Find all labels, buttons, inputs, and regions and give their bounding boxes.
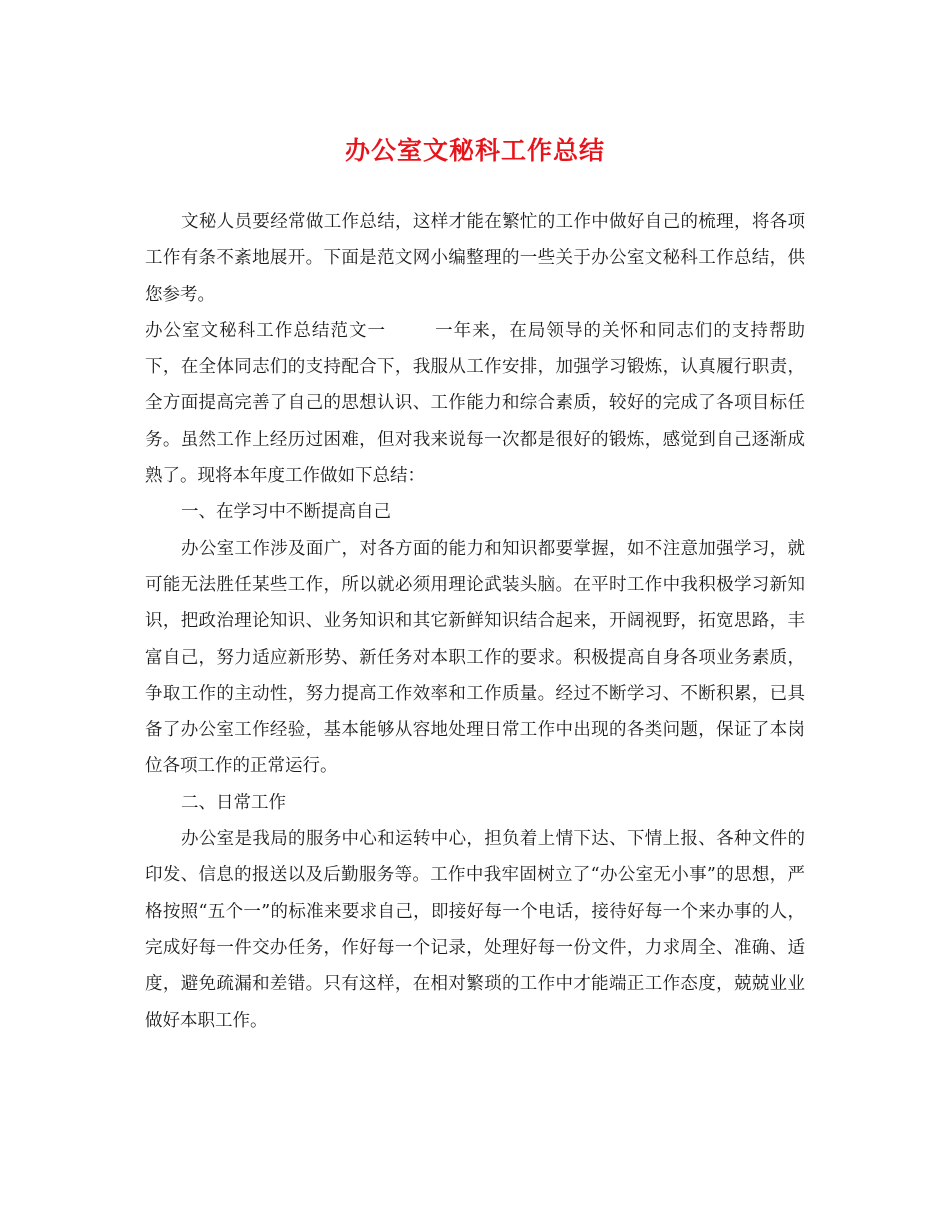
sample-lead-text: 一年来，在局领导的关怀和同志们的支持帮助下，在全体同志们的支持配合下，我服从工作安排，加强学习锻炼，认真履行职责，全方面提高完善了自己的思想认识、工作能力和综合素质，较好的完成了各项目标任务。虽然工作上经历过困难，但对我来说每一次都是很好的锻炼，感觉到自己逐渐成熟了。现将本年度工作做如下总结： (145, 320, 806, 487)
document-body (145, 204, 805, 1039)
section1-paragraph: 办公室工作涉及面广，对各方面的能力和知识都要掌握，如不注意加强学习，就可能无法胜任某些工作，所以就必须用理论武装头脑。在平时工作中我积极学习新知识，把政治理论知识、业务知识和其它新鲜知识结合起来，开阔视野，拓宽思路，丰富自己，努力适应新形势、新任务对本职工作的要求。积极提高自身各项业务素质，争取工作的主动性，努力提高工作效率和工作质量。经过不断学习、不断积累，已具备了办公室工作经验，基本能够从容地处理日常工作中出现的各类问题，保证了本岗位各项工作的正常运行。 (145, 538, 805, 777)
intro-paragraph: 文秘人员要经常做工作总结，这样才能在繁忙的工作中做好自己的梳理，将各项工作有条不紊地展开。下面是范文网小编整理的一些关于办公室文秘科工作总结，供您参考。 (145, 212, 805, 305)
section2-heading: 二、日常工作 (181, 792, 286, 813)
sample-label: 办公室文秘科工作总结范文一 (145, 320, 387, 341)
section1-heading: 一、在学习中不断提高自己 (181, 502, 391, 523)
document-title: 办公室文秘科工作总结 (344, 136, 605, 165)
section2-paragraph: 办公室是我局的服务中心和运转中心，担负着上情下达、下情上报、各种文件的印发、信息的报送以及后勤服务等。工作中我牢固树立了“办公室无小事”的思想，严格按照“五个一”的标准来要求自己，即接好每一个电话，接待好每一个来办事的人，完成好每一件交办任务，作好每一个记录，处理好每一份文件，力求周全、准确、适度，避免疏漏和差错。只有这样，在相对繁琐的工作中才能端正工作态度，兢兢业业做好本职工作。 (145, 829, 805, 1031)
sample-paragraph (145, 313, 805, 494)
